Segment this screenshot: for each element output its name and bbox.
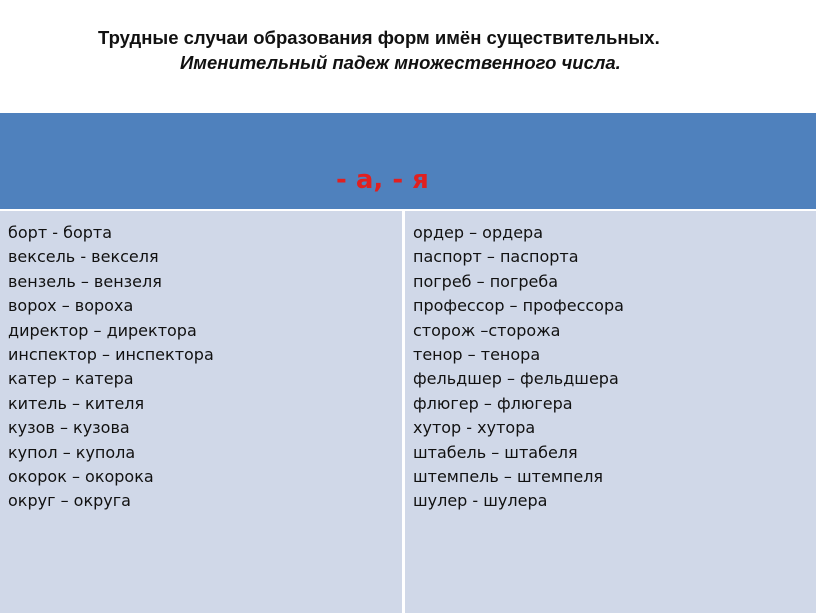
list-item: китель – кителя	[8, 393, 145, 413]
list-item: шулер - шулера	[413, 491, 548, 511]
list-item: вексель - векселя	[8, 247, 159, 267]
list-item: кузов – кузова	[8, 418, 130, 438]
noun-forms-table	[0, 113, 816, 613]
list-item: борт - борта	[8, 223, 113, 242]
list-item: инспектор – инспектора	[8, 345, 214, 365]
list-item: ордер – ордера	[413, 223, 543, 242]
right-column	[405, 211, 816, 613]
list-item: погреб – погреба	[413, 271, 559, 291]
list-item: штемпель – штемпеля	[413, 467, 604, 487]
list-item: паспорт – паспорта	[413, 247, 579, 267]
table-header	[0, 113, 816, 211]
list-item: тенор – тенора	[413, 345, 541, 365]
left-column	[0, 211, 404, 613]
list-item: флюгер – флюгера	[413, 393, 573, 413]
list-item: профессор – профессора	[413, 296, 624, 316]
page-title: Трудные случаи образования форм имён существительных.	[98, 27, 660, 48]
list-item: вензель – вензеля	[8, 271, 162, 291]
list-item: фельдшер – фельдшера	[413, 369, 619, 389]
list-item: директор – директора	[8, 320, 197, 340]
list-item: штабель – штабеля	[413, 442, 578, 462]
list-item: хутор - хутора	[413, 418, 536, 438]
list-item: округ – округа	[8, 491, 131, 511]
list-item: катер – катера	[8, 369, 134, 389]
list-item: ворох – вороха	[8, 296, 134, 316]
page-subtitle: Именительный падеж множественного числа.	[180, 52, 621, 73]
ending-header: - а, - я	[336, 165, 429, 195]
list-item: купол – купола	[8, 442, 136, 462]
list-item: сторож –сторожа	[413, 320, 561, 340]
list-item: окорок – окорока	[8, 467, 154, 487]
